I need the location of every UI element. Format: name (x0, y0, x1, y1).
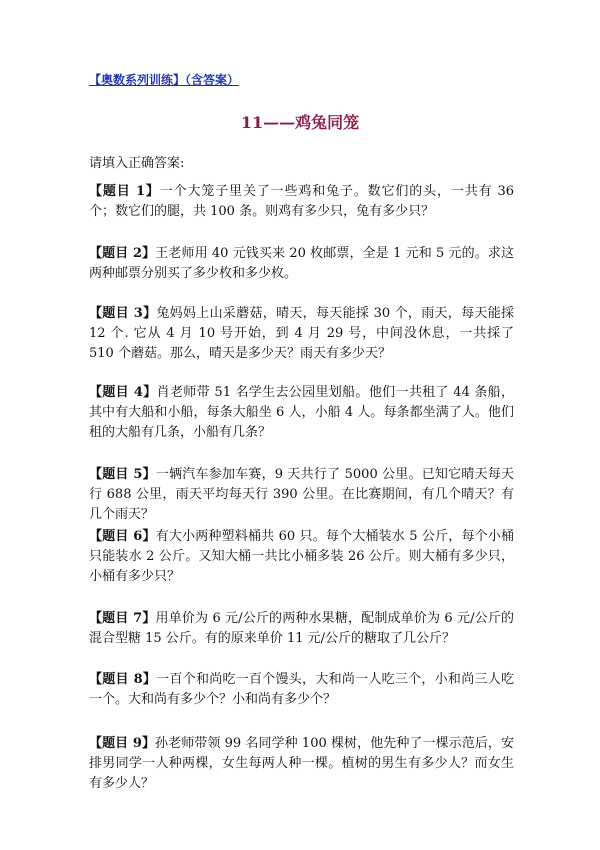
question-label: 【题目 6】 (89, 529, 156, 544)
series-link[interactable]: 【奥数系列训练】（含答案） (89, 73, 240, 87)
question-text: 孙老师带领 99 名同学种 100 棵树，他先种了一棵示范后，安排男同学一人种两棵，女生每两人种一棵。植树的男生有多少人？而女生有多少人？ (89, 736, 514, 791)
question-2 (89, 244, 514, 284)
question-label: 【题目 3】 (89, 306, 157, 321)
question-7 (89, 609, 514, 649)
question-text: 一百个和尚吃一百个馒头，大和尚一人吃三个，小和尚三人吃一个。大和尚有多少个？小和尚有多少个？ (89, 672, 514, 707)
question-3 (89, 304, 514, 364)
question-label: 【题目 8】 (89, 672, 157, 687)
question-label: 【题目 2】 (89, 246, 156, 261)
instruction-text: 请填入正确答案: (89, 156, 185, 171)
question-text: 用单价为 6 元/公斤的两种水果糖，配制成单价为 6 元/公斤的混合型糖 15 公斤。有的原来单价 11 元/公斤的糖取了几公斤？ (89, 611, 514, 646)
question-5 (89, 465, 514, 525)
question-6 (89, 527, 514, 587)
question-1 (89, 182, 514, 222)
question-8 (89, 670, 514, 710)
question-label: 【题目 9】 (89, 736, 156, 751)
page-title: 11——鸡兔同笼 (240, 113, 360, 132)
question-label: 【题目 5】 (89, 467, 156, 482)
question-label: 【题目 7】 (89, 611, 156, 626)
question-text: 兔妈妈上山采蘑菇，晴天，每天能採 30 个，雨天，每天能採 12 个. 它从 4 月 10 号开始，到 4 月 29 号，中间没休息，一共採了 510 个蘑菇。那么，晴天是多少天？雨天有多少天？ (89, 306, 514, 361)
question-9 (89, 734, 514, 794)
question-label: 【题目 4】 (89, 385, 157, 400)
question-label: 【题目 1】 (89, 184, 160, 199)
question-4 (89, 383, 514, 443)
question-text: 一个大笼子里关了一些鸡和兔子。数它们的头，一共有 36 个；数它们的腿，共 100 条。则鸡有多少只，兔有多少只？ (89, 184, 514, 219)
question-text: 有大小两种塑料桶共 60 只。每个大桶装水 5 公斤，每个小桶只能装水 2 公斤。又知大桶一共比小桶多装 26 公斤。则大桶有多少只，小桶有多少只？ (89, 529, 515, 584)
question-text: 一辆汽车参加车赛，9 天共行了 5000 公里。已知它晴天每天行 688 公里，雨天平均每天行 390 公里。在比赛期间，有几个晴天？有几个雨天？ (89, 467, 514, 522)
question-text: 王老师用 40 元钱买来 20 枚邮票，全是 1 元和 5 元的。求这两种邮票分别买了多少枚和多少枚。 (89, 246, 514, 281)
question-text: 肖老师带 51 名学生去公园里划船。他们一共租了 44 条船，其中有大船和小船，每条大船坐 6 人，小船 4 人。每条都坐满了人。他们租的大船有几条，小船有几条？ (89, 385, 514, 440)
